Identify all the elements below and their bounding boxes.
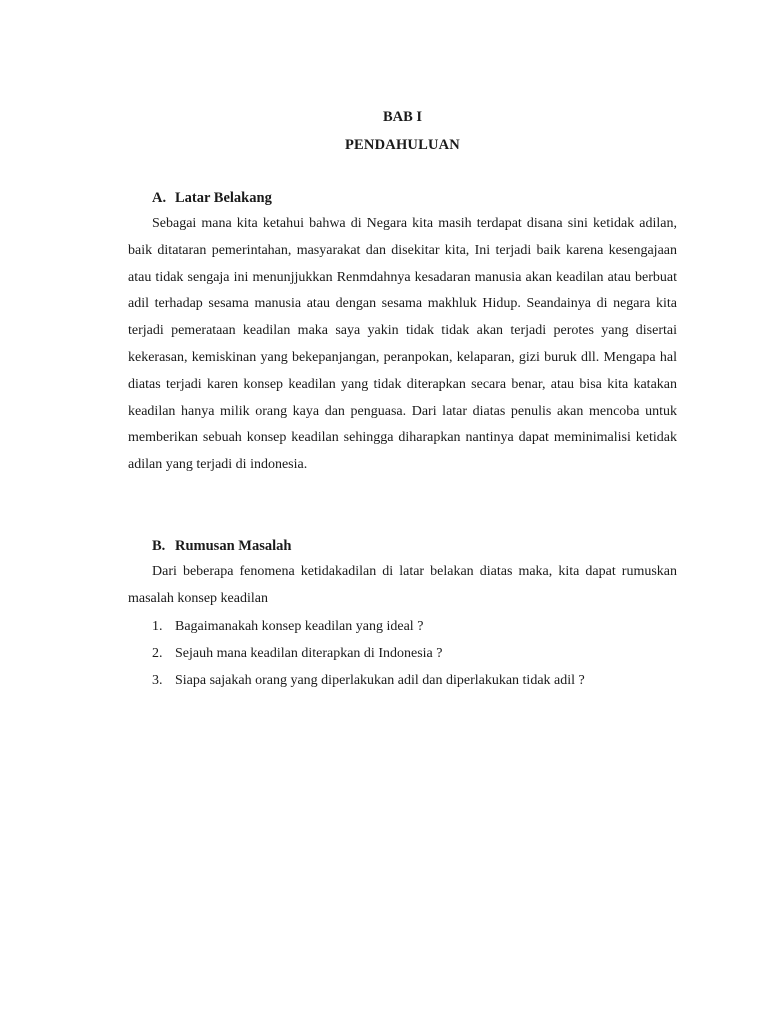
list-item-text: Bagaimanakah konsep keadilan yang ideal ?: [175, 619, 424, 634]
section-heading-text: Rumusan Masalah: [175, 538, 292, 554]
problem-formulation-paragraph: Dari beberapa fenomena ketidakadilan di latar belakan diatas maka, kita dapat rumuskan masalah konsep keadilan: [128, 564, 677, 606]
section-heading-text: Latar Belakang: [175, 190, 272, 206]
list-item: [152, 668, 585, 695]
list-item-text: Sejauh mana keadilan diterapkan di Indonesia ?: [175, 645, 443, 661]
section-letter: A.: [152, 190, 167, 206]
chapter-title: PENDAHULUAN: [345, 137, 460, 153]
list-item-number: 3.: [152, 672, 163, 688]
problem-question-list: [152, 614, 585, 694]
list-item: [152, 641, 585, 668]
list-item: [152, 614, 585, 641]
list-item-number: 1.: [152, 619, 163, 634]
background-paragraph: Sebagai mana kita ketahui bahwa di Negara kita masih terdapat disana sini ketidak adilan, baik ditataran pemerintahan, masyarakat dan disekitar kita, Ini terjadi baik karena kesengajaan atau tidak sengaja ini menunjjukkan Renmdahnya kesadaran manusia akan keadilan atau berbuat adil terhadap sesama manusia atau dengan sesama makhluk Hidup. Seandainya di negara kita terjadi pemerataan keadilan maka saya yakin tidak tidak akan terjadi perotes yang disertai kekerasan, kemiskinan yang bekepanjangan, peranpokan, kelaparan, gizi buruk dll. Mengapa hal diatas terjadi karen konsep keadilan yang tidak diterapkan secara benar, atau bisa kita katakan keadilan hanya milik orang kaya dan penguasa. Dari latar diatas penulis akan mencoba untuk memberikan sebuah konsep keadilan sehingga diharapkan nantinya dapat meminimalisi ketidak adilan yang terjadi di indonesia.: [128, 216, 677, 473]
list-item-number: 2.: [152, 645, 163, 661]
section-letter: B.: [152, 538, 166, 554]
list-item-text: Siapa sajakah orang yang diperlakukan adil dan diperlakukan tidak adil ?: [175, 672, 585, 688]
chapter-label: BAB I: [382, 109, 423, 125]
section-heading-rumusan-masalah: [152, 537, 291, 555]
section-heading-latar-belakang: [152, 189, 272, 207]
